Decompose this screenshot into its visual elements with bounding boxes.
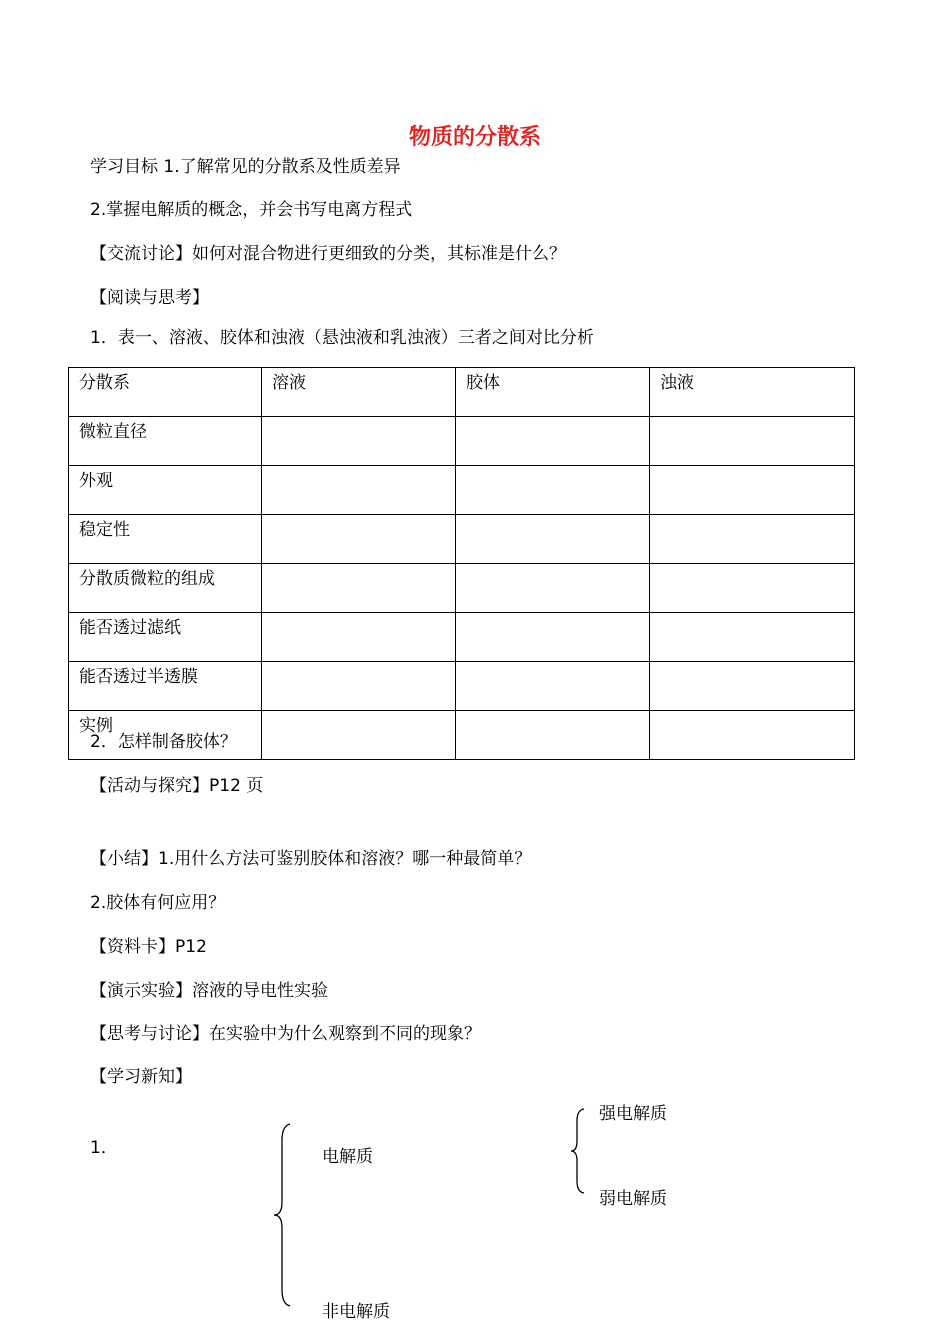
answer-cell[interactable] [262,613,456,662]
summary-question-1: 【小结】1.用什么方法可鉴别胶体和溶液？哪一种最简单？ [90,849,532,869]
table-row [69,662,855,711]
demo-heading: 【演示实验】溶液的导电性实验 [90,981,328,1001]
row-label-cell: 能否透过半透膜 [69,662,262,711]
answer-cell[interactable] [650,466,855,515]
datacard-heading: 【资料卡】P12 [90,937,207,957]
row-label-cell: 实例 [69,711,262,760]
comparison-table [68,367,855,760]
answer-cell[interactable] [650,711,855,760]
answer-cell[interactable] [262,662,456,711]
header-cell: 溶液 [262,368,456,417]
answer-cell[interactable] [650,564,855,613]
discussion-prompt: 【交流讨论】如何对混合物进行更细致的分类，其标准是什么？ [90,244,566,264]
electrolyte-label: 电解质 [322,1147,373,1167]
table-caption: 1．表一、溶液、胶体和浊液（悬浊液和乳浊液）三者之间对比分析 [90,328,594,348]
activity-heading: 【活动与探究】P12 页 [90,776,264,796]
answer-cell[interactable] [456,711,650,760]
small-brace [568,1107,588,1195]
nonelectrolyte-label: 非电解质 [322,1302,390,1322]
table-row [69,613,855,662]
answer-cell[interactable] [456,417,650,466]
answer-cell[interactable] [456,613,650,662]
row-label-cell: 外观 [69,466,262,515]
header-cell: 胶体 [456,368,650,417]
reading-heading: 【阅读与思考】 [90,288,209,308]
answer-cell[interactable] [262,515,456,564]
new-knowledge-heading: 【学习新知】 [90,1067,192,1087]
header-cell: 浊液 [650,368,855,417]
summary-question-2: 2.胶体有何应用？ [90,893,226,913]
answer-cell[interactable] [650,515,855,564]
answer-cell[interactable] [456,662,650,711]
large-brace [270,1122,294,1308]
answer-cell[interactable] [650,417,855,466]
answer-cell[interactable] [456,515,650,564]
learning-objective-1: 学习目标 1.了解常见的分散系及性质差异 [90,157,401,177]
header-cell: 分散系 [69,368,262,417]
row-label-cell: 能否透过滤纸 [69,613,262,662]
answer-cell[interactable] [262,417,456,466]
table-row [69,515,855,564]
answer-cell[interactable] [262,564,456,613]
row-label-cell: 稳定性 [69,515,262,564]
classification-number: 1． [90,1138,118,1158]
strong-electrolyte-label: 强电解质 [599,1104,667,1124]
table-row [69,564,855,613]
answer-cell[interactable] [456,564,650,613]
page-title: 物质的分散系 [408,125,541,150]
table-row [69,417,855,466]
table-header-row [69,368,855,417]
row-label-cell: 微粒直径 [69,417,262,466]
row-label-cell: 分散质微粒的组成 [69,564,262,613]
weak-electrolyte-label: 弱电解质 [599,1189,667,1209]
learning-objective-2: 2.掌握电解质的概念，并会书写电离方程式 [90,200,413,220]
answer-cell[interactable] [262,466,456,515]
answer-cell[interactable] [456,466,650,515]
answer-cell[interactable] [650,662,855,711]
think-heading: 【思考与讨论】在实验中为什么观察到不同的现象？ [90,1024,481,1044]
table-row [69,466,855,515]
answer-cell[interactable] [650,613,855,662]
question-2: 2．怎样制备胶体？ [90,732,237,752]
answer-cell[interactable] [262,711,456,760]
